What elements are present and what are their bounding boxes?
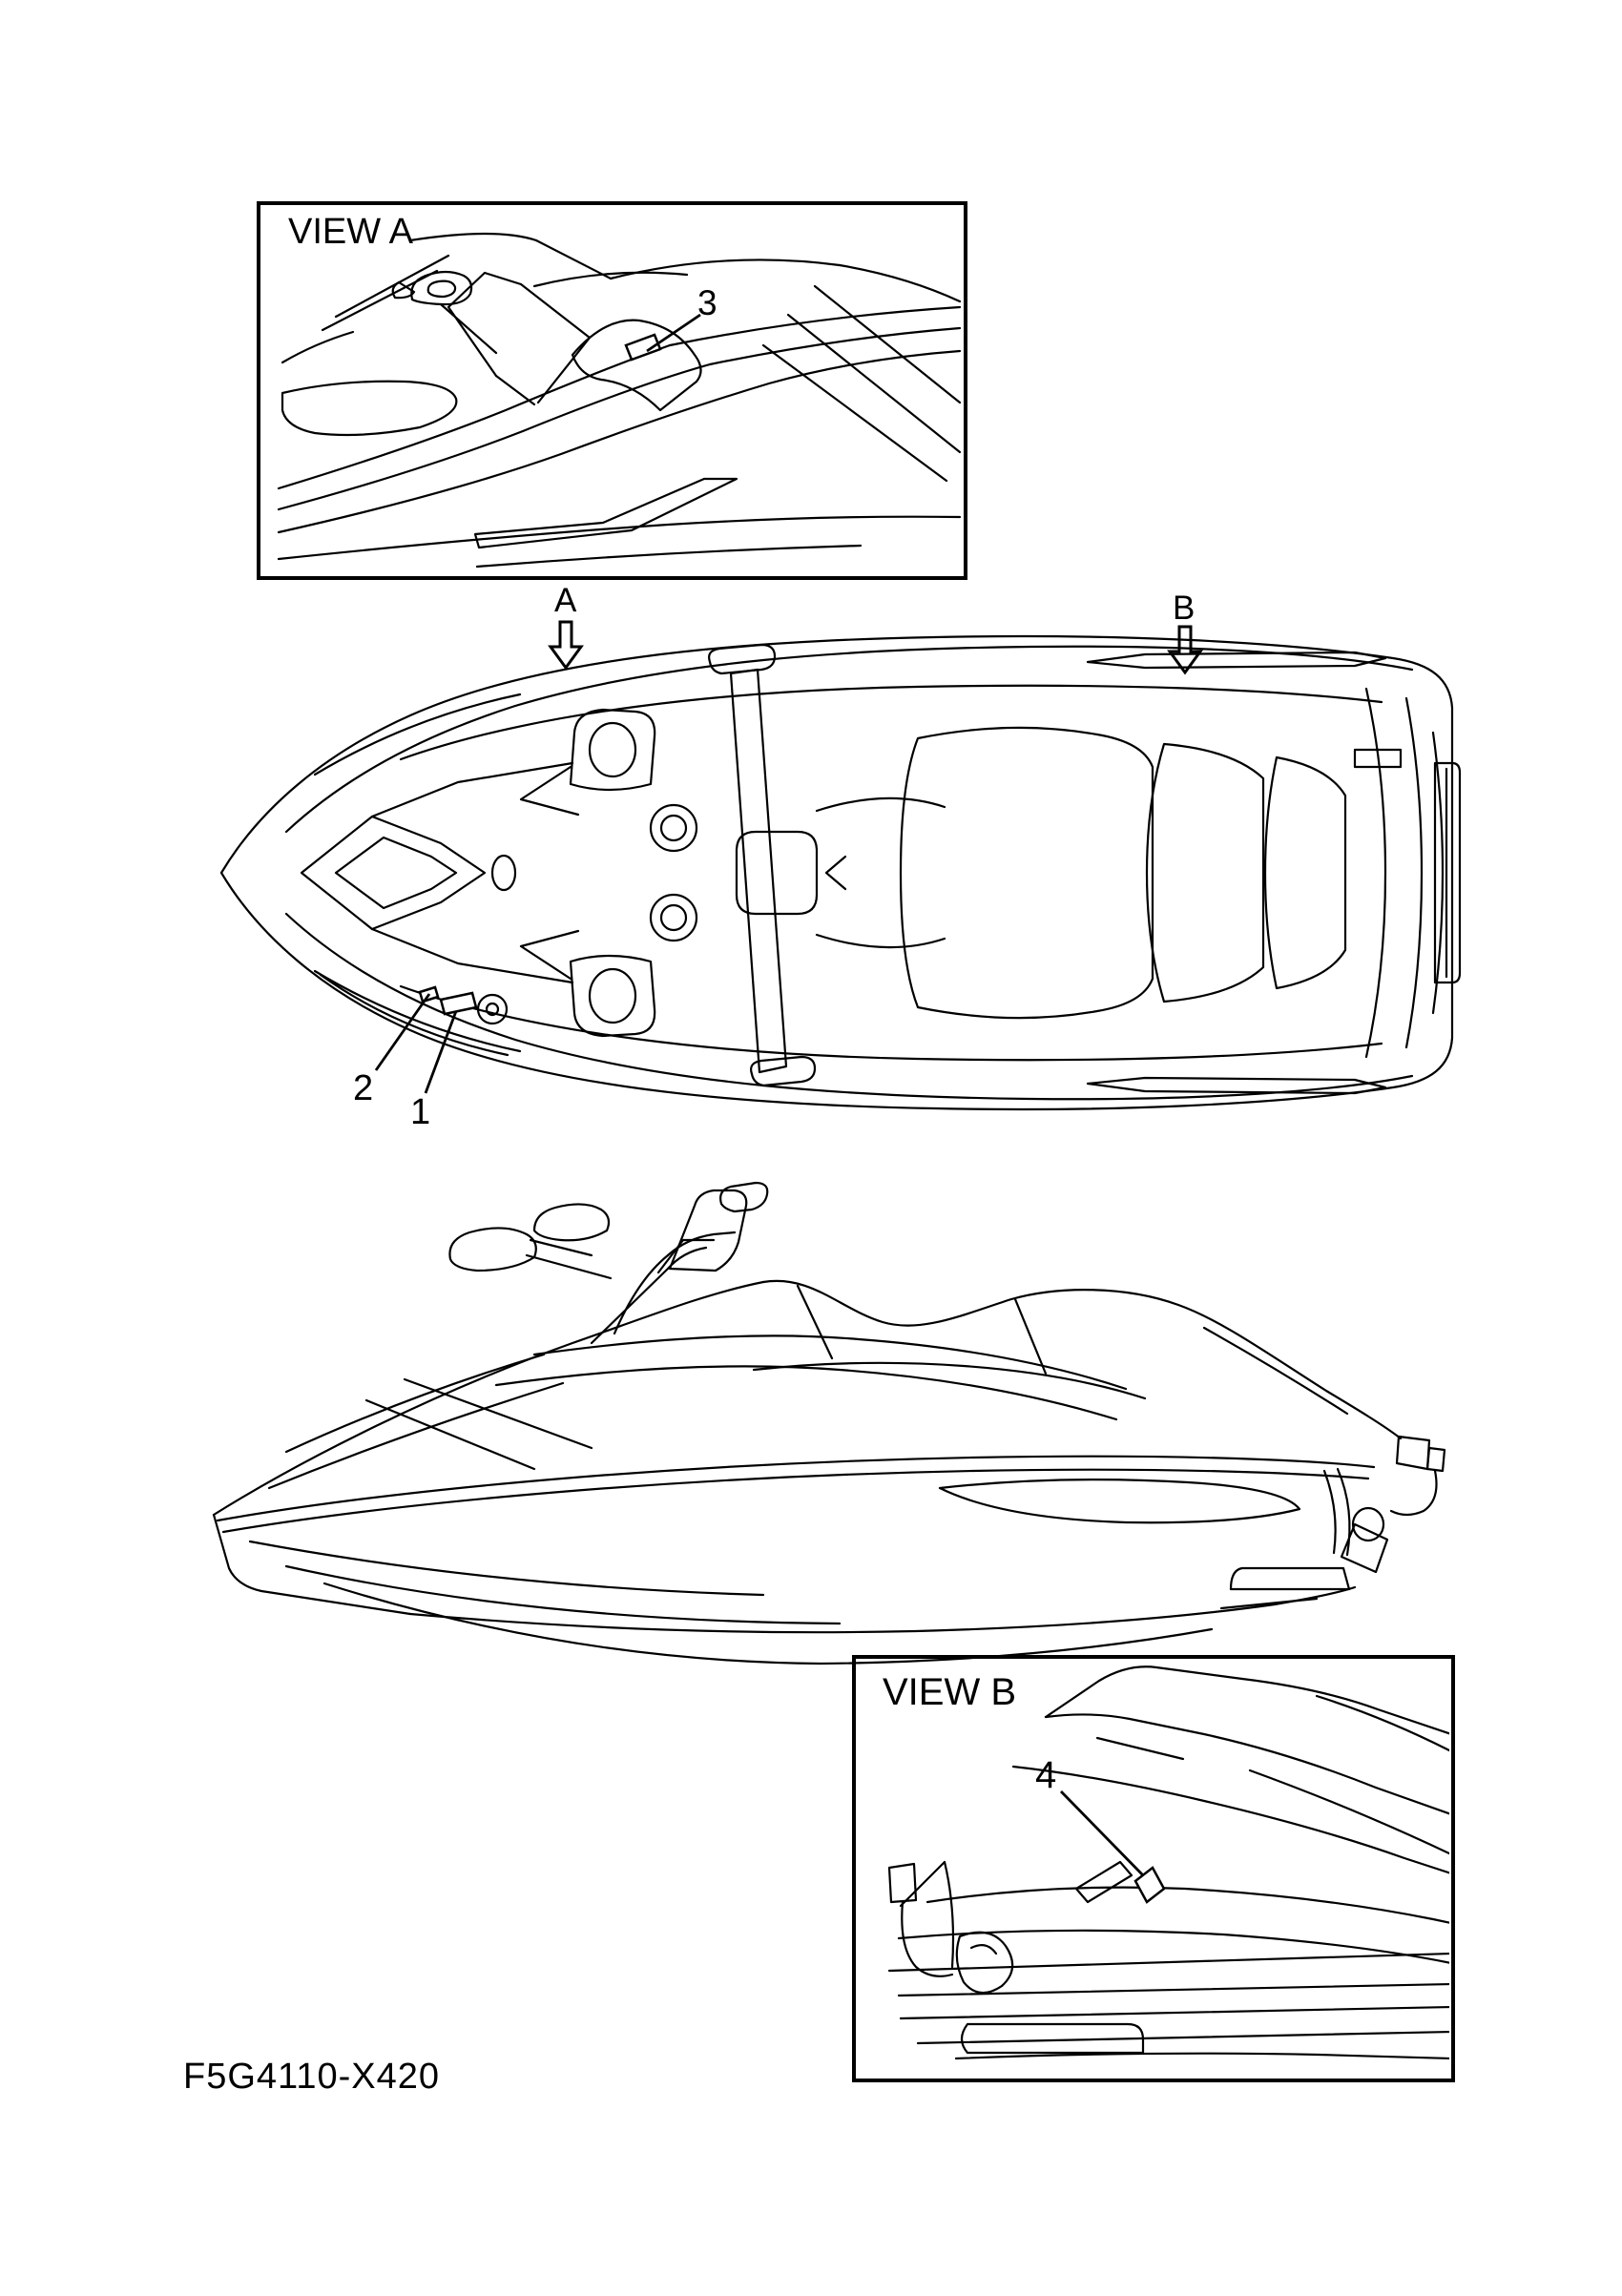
view-a-title: VIEW A <box>288 212 413 252</box>
callout-4: 4 <box>1035 1754 1057 1796</box>
side-view-drawing <box>214 1183 1445 1664</box>
callout-2: 2 <box>353 1068 374 1108</box>
callout-3: 3 <box>697 283 717 322</box>
arrow-a-label: A <box>554 582 577 619</box>
arrow-a-icon <box>551 622 581 668</box>
figure-code: F5G4110-X420 <box>183 2057 441 2097</box>
view-a-box-frame <box>259 203 966 578</box>
top-view-drawing <box>221 636 1460 1109</box>
view-a-inset-drawing <box>279 234 960 567</box>
label-plate-1 <box>441 993 476 1014</box>
label-plate-3 <box>626 335 660 360</box>
view-b-inset-drawing <box>889 1666 1451 2058</box>
callout-4-leader <box>1061 1791 1143 1875</box>
view-b-title: VIEW B <box>883 1671 1017 1713</box>
callout-1-leader <box>426 1011 456 1093</box>
callout-2-leader <box>376 994 429 1070</box>
arrow-b-label: B <box>1173 590 1196 627</box>
callout-1: 1 <box>410 1092 431 1132</box>
